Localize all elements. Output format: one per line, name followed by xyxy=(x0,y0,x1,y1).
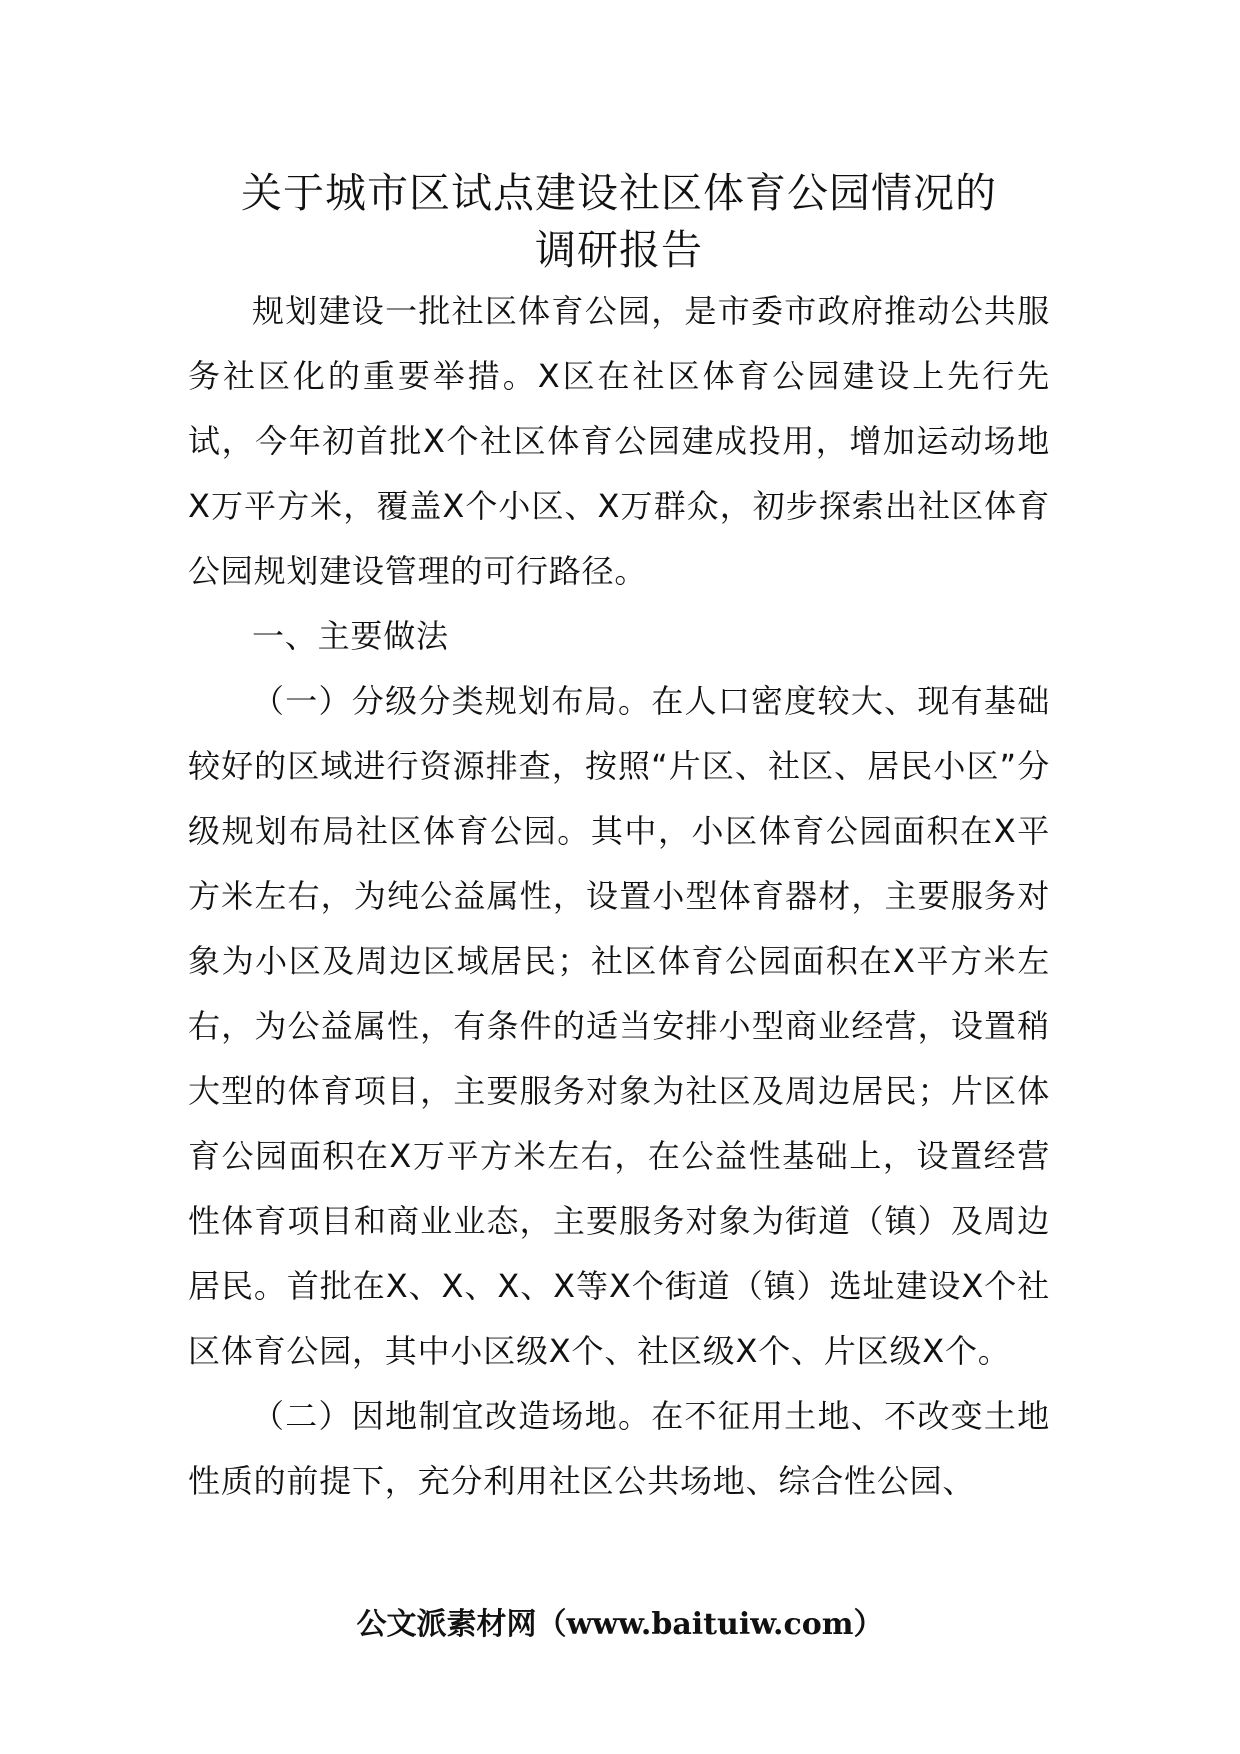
intro-paragraph: 规划建设一批社区体育公园，是市委市政府推动公共服务社区化的重要举措。X区在社区体育公园建设上先行先试，今年初首批X个社区体育公园建成投用，增加运动场地X万平方米，覆盖X个小区、X万群众，初步探索出社区体育公园规划建设管理的可行路径。 xyxy=(188,292,1050,590)
footer-watermark: 公文派素材网（www.baituiw.com） xyxy=(356,1607,884,1642)
document-title xyxy=(188,165,1050,279)
title-line-1: 关于城市区试点建设社区体育公园情况的 xyxy=(241,169,997,217)
section-heading-main-practices: 一、主要做法 xyxy=(252,617,449,655)
paragraph-layout-planning: （一）分级分类规划布局。在人口密度较大、现有基础较好的区域进行资源排查，按照“片区、社区、居民小区”分级规划布局社区体育公园。其中，小区体育公园面积在X平方米左右，为纯公益属性，设置小型体育器材，主要服务对象为小区及周边区域居民；社区体育公园面积在X平方米左右，为公益属性，有条件的适当安排小型商业经营，设置稍大型的体育项目，主要服务对象为社区及周边居民；片区体育公园面积在X万平方米左右，在公益性基础上，设置经营性体育项目和商业业态，主要服务对象为街道（镇）及周边居民。首批在X、X、X、X等X个街道（镇）选址建设X个社区体育公园，其中小区级X个、社区级X个、片区级X个。 xyxy=(188,682,1050,1370)
document-body xyxy=(188,165,1050,1514)
paragraph-site-renovation: （二）因地制宜改造场地。在不征用土地、不改变土地性质的前提下，充分利用社区公共场地、综合性公园、 xyxy=(188,1397,1050,1500)
title-line-2: 调研报告 xyxy=(535,226,703,274)
